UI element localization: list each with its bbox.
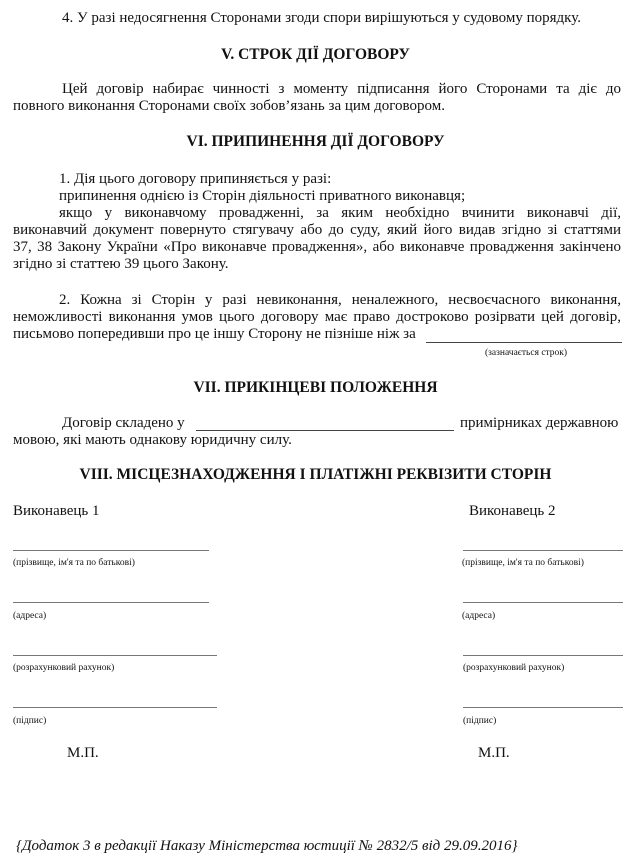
early-termination-line2: неможливості виконання умов цього договору має право достроково розірвати цей договір, [13, 309, 621, 325]
termination-case-2-line1: якщо у виконавчому провадженні, за яким необхідно вчинити виконавчі дії, [59, 205, 621, 221]
termination-case-1: припинення однією із Сторін діяльності приватного виконавця; [59, 188, 466, 204]
term-caption: (зазначається строк) [485, 348, 568, 358]
party-2-address-caption: (адреса) [462, 611, 496, 621]
party-1-address-field[interactable] [13, 602, 209, 603]
termination-intro: 1. Дія цього договору припиняється у разі: [59, 171, 332, 187]
termination-case-2-line4: згідно зі статтею 39 цього Закону. [13, 256, 229, 272]
party-2-seal: М.П. [478, 745, 510, 761]
party-1-account-field[interactable] [13, 655, 217, 656]
party-1-signature-field[interactable] [13, 707, 217, 708]
termination-case-2-line3: 37, 38 Закону України «Про виконавче провадження», або виконавче провадження закінчено [13, 239, 621, 255]
party-1-name-field[interactable] [13, 550, 209, 551]
party-2-signature-caption: (підпис) [463, 716, 497, 726]
party-2-account-caption: (розрахунковий рахунок) [463, 663, 565, 673]
early-termination-line3: письмово попередивши про це іншу Сторону не пізніше ніж за [13, 326, 416, 342]
termination-case-2-line2: виконавчий документ повернуто стягувачу або до суду, який його видав згідно зі статтями [13, 222, 621, 238]
party-1-title: Виконавець 1 [13, 503, 100, 519]
copies-prefix: Договір складено у [62, 415, 185, 431]
party-1-seal: М.П. [67, 745, 99, 761]
section-5-heading: V. СТРОК ДІЇ ДОГОВОРУ [221, 46, 410, 63]
copies-suffix: примірниках державною [460, 415, 619, 431]
party-1-signature-caption: (підпис) [13, 716, 47, 726]
party-1-account-caption: (розрахунковий рахунок) [13, 663, 115, 673]
early-termination-line1: 2. Кожна зі Сторін у разі невиконання, неналежного, несвоєчасного виконання, [59, 292, 621, 308]
party-1-address-caption: (адреса) [13, 611, 47, 621]
section-7-heading: VII. ПРИКІНЦЕВІ ПОЛОЖЕННЯ [193, 379, 438, 396]
party-2-title: Виконавець 2 [469, 503, 556, 519]
party-1-name-caption: (прізвище, ім'я та по батькові) [13, 558, 135, 568]
copies-count-blank-field[interactable] [196, 430, 454, 431]
party-2-name-field[interactable] [463, 550, 623, 551]
party-2-address-field[interactable] [463, 602, 623, 603]
copies-line2: мовою, які мають однакову юридичну силу. [13, 432, 292, 448]
section-8-heading: VIII. МІСЦЕЗНАХОДЖЕННЯ І ПЛАТІЖНІ РЕКВІЗИТИ СТОРІН [79, 466, 552, 483]
party-2-signature-field[interactable] [463, 707, 623, 708]
party-2-account-field[interactable] [463, 655, 623, 656]
section-5-para-line1: Цей договір набирає чинності з моменту підписання його Сторонами та діє до [62, 81, 621, 97]
amendment-note: {Додаток 3 в редакції Наказу Міністерства юстиції № 2832/5 від 29.09.2016} [16, 838, 518, 854]
section-5-para-line2: повного виконання Сторонами своїх зобов’язань за цим договором. [13, 98, 445, 114]
term-blank-field[interactable] [426, 342, 622, 343]
section-6-heading: VI. ПРИПИНЕННЯ ДІЇ ДОГОВОРУ [186, 133, 445, 150]
party-2-name-caption: (прізвище, ім'я та по батькові) [462, 558, 584, 568]
dispute-clause: 4. У разі недосягнення Сторонами згоди спори вирішуються у судовому порядку. [62, 10, 581, 26]
